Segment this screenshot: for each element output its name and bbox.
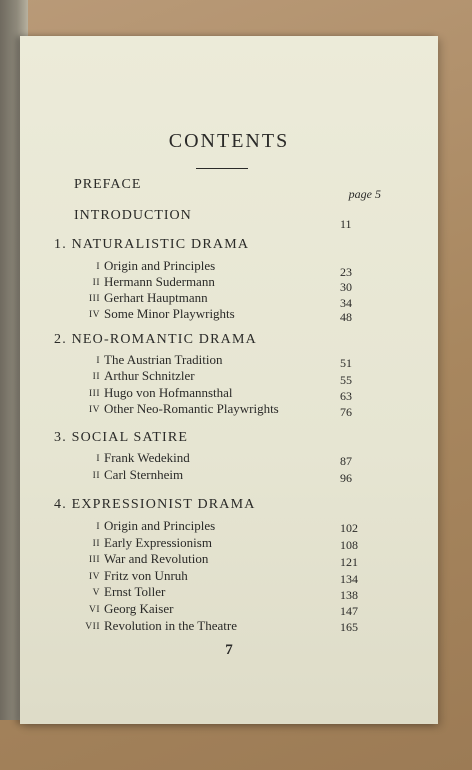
entry-title: Carl Sternheim (104, 467, 184, 482)
entry-page: 165 (340, 620, 358, 634)
entry-page: 87 (340, 454, 352, 468)
entry-roman: IV (88, 310, 100, 320)
entry-page: 34 (340, 296, 352, 310)
introduction-page-number: 11 (340, 217, 352, 231)
entry-roman: II (92, 278, 100, 288)
entry-title: Hugo von Hofmannsthal (104, 385, 233, 400)
entry-page: 48 (340, 310, 352, 324)
entry-page: 76 (340, 405, 352, 419)
entry-title: Early Expressionism (104, 535, 212, 550)
chapter-title: 2. NEO-ROMANTIC DRAMA (54, 332, 257, 347)
entry-title: Gerhart Hauptmann (104, 290, 208, 305)
entry-page: 102 (340, 521, 358, 535)
front-matter-preface: PREFACE (74, 177, 142, 192)
entry-title: Revolution in the Theatre (104, 618, 237, 633)
entry-title: Frank Wedekind (104, 450, 190, 465)
entry-title: Arthur Schnitzler (104, 368, 195, 383)
entry-roman: III (89, 389, 100, 399)
entry-page: 108 (340, 538, 358, 552)
entry-title: The Austrian Tradition (104, 352, 223, 367)
entry-title: Origin and Principles (104, 258, 216, 273)
entry-roman: I (96, 262, 100, 272)
entry-roman: III (89, 294, 100, 304)
page-word: page (348, 187, 372, 201)
folio-page-number: 7 (225, 642, 233, 658)
page-label (349, 187, 381, 202)
chapter-title: 1. NATURALISTIC DRAMA (54, 237, 250, 252)
entry-title: Georg Kaiser (104, 601, 174, 616)
entry-roman: II (92, 372, 100, 382)
entry-page: 147 (340, 604, 358, 618)
chapter-title: 3. SOCIAL SATIRE (54, 430, 189, 445)
entry-page: 96 (340, 471, 352, 485)
entry-roman: IV (88, 405, 100, 415)
entry-title: War and Revolution (104, 551, 209, 566)
entry-roman: I (96, 454, 100, 464)
entry-page: 121 (340, 555, 358, 569)
entry-title: Other Neo-Romantic Playwrights (104, 401, 279, 416)
entry-roman: IV (88, 572, 100, 582)
entry-page: 63 (340, 389, 352, 403)
entry-page: 134 (340, 572, 358, 586)
title-rule (196, 168, 248, 169)
entry-roman: II (92, 471, 100, 481)
entry-roman: III (89, 555, 100, 565)
entry-roman: I (96, 522, 100, 532)
entry-page: 23 (340, 265, 352, 279)
entry-roman: II (92, 539, 100, 549)
entry-roman: I (96, 356, 100, 366)
entry-title: Fritz von Unruh (104, 568, 188, 583)
entry-roman: V (92, 588, 100, 598)
preface-page-number: 5 (375, 187, 381, 201)
entry-title: Some Minor Playwrights (104, 306, 235, 321)
entry-page: 51 (340, 356, 352, 370)
entry-title: Ernst Toller (104, 584, 166, 599)
entry-roman: VI (88, 605, 100, 615)
chapter-title: 4. EXPRESSIONIST DRAMA (54, 497, 256, 512)
entry-page: 55 (340, 373, 352, 387)
front-matter-introduction: INTRODUCTION (74, 208, 192, 223)
entry-title: Origin and Principles (104, 518, 216, 533)
entry-page: 30 (340, 280, 352, 294)
entry-page: 138 (340, 588, 358, 602)
entry-roman: VII (85, 622, 100, 632)
entry-title: Hermann Sudermann (104, 274, 215, 289)
book-page (20, 36, 438, 724)
page-title: CONTENTS (168, 130, 290, 152)
